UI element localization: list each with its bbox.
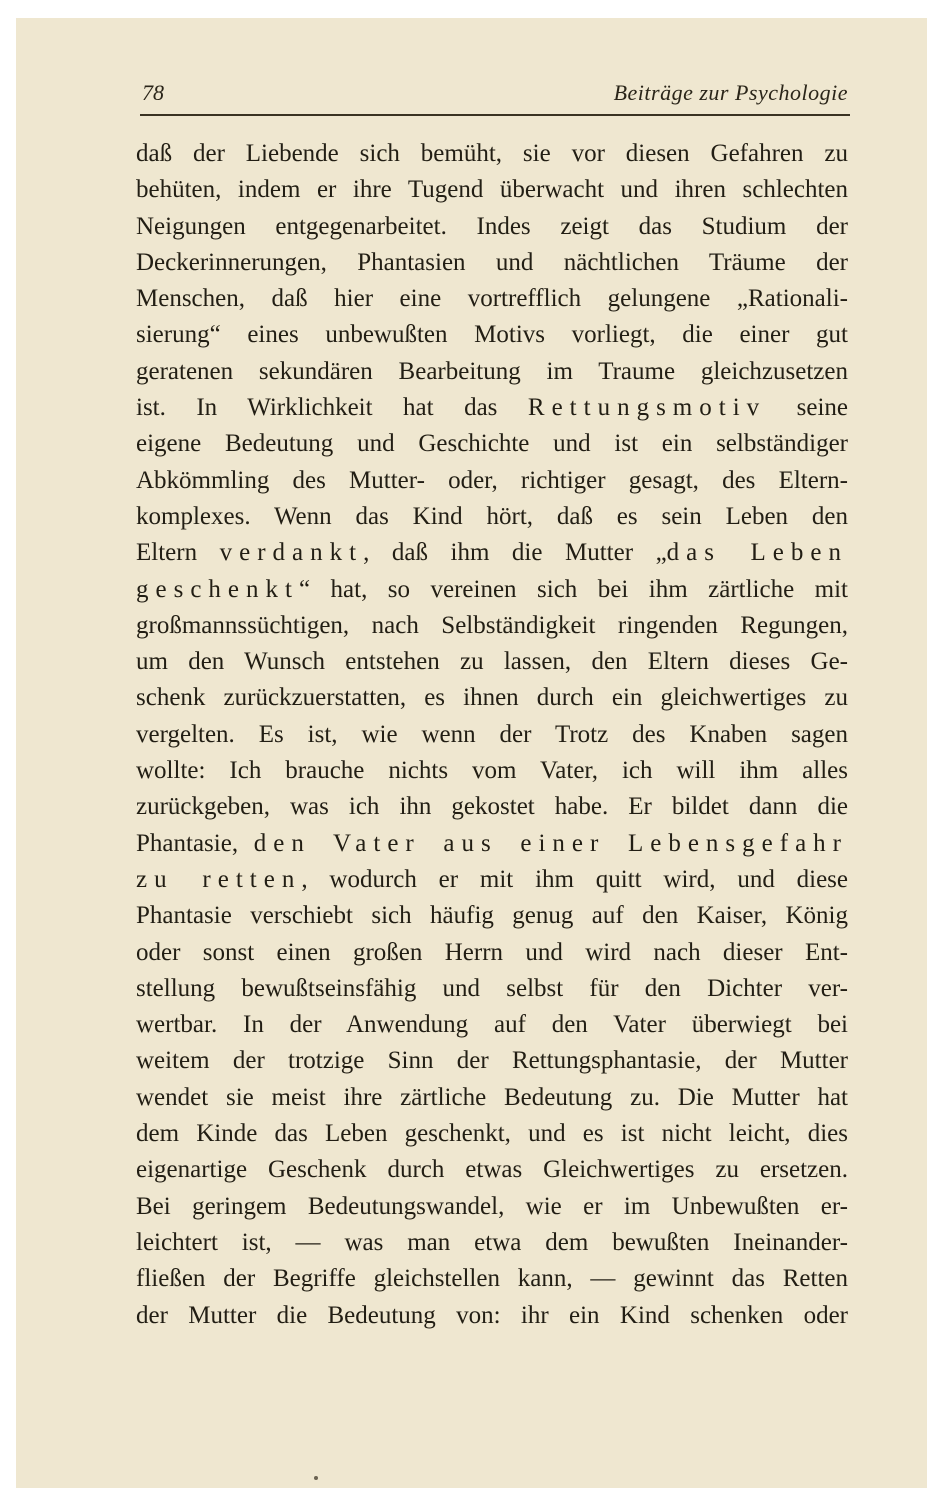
text-line <box>136 753 848 789</box>
text-line <box>136 971 848 1007</box>
text-line <box>136 209 848 245</box>
text-line <box>136 535 848 571</box>
text-segment: zurückgeben, was ich ihn gekostet habe. Er bildet dann die <box>136 793 848 821</box>
text-line <box>136 608 848 644</box>
text-segment: Eltern <box>136 539 220 567</box>
text-line <box>136 717 848 753</box>
body-text <box>136 136 848 1334</box>
text-line <box>136 1116 848 1152</box>
spaced-emphasis: den Vater aus einer Lebensgefahr <box>253 829 848 857</box>
spaced-emphasis: Rettungsmotiv <box>527 394 767 422</box>
text-line <box>136 1007 848 1043</box>
text-segment: behüten, indem er ihre Tugend überwacht und ihren schlechten <box>136 176 848 204</box>
text-line <box>136 281 848 317</box>
text-segment: Abkömmling des Mutter- oder, richtiger gesagt, des Eltern- <box>136 466 848 494</box>
text-segment: “ hat, so vereinen sich bei ihm zärtliche mit <box>298 575 848 603</box>
page-header <box>142 80 848 110</box>
text-line <box>136 390 848 426</box>
text-segment: eigenartige Geschenk durch etwas Gleichwertiges zu ersetzen. <box>136 1156 848 1184</box>
text-segment: eigene Bedeutung und Geschichte und ist ein selbständiger <box>136 430 848 458</box>
text-line <box>136 1261 848 1297</box>
text-segment: Menschen, daß hier eine vortrefflich gelungene „Rationali- <box>136 285 848 313</box>
text-segment: komplexes. Wenn das Kind hört, daß es sein Leben den <box>136 502 848 530</box>
text-segment: wollte: Ich brauche nichts vom Vater, ich will ihm alles <box>136 757 848 785</box>
text-segment: großmannssüchtigen, nach Selbständigkeit ringenden Regungen, <box>136 611 848 639</box>
text-line <box>136 172 848 208</box>
text-line <box>136 935 848 971</box>
text-segment: oder sonst einen großen Herrn und wird nach dieser Ent- <box>136 938 848 966</box>
text-segment: Neigungen entgegenarbeitet. Indes zeigt das Studium der <box>136 212 848 240</box>
text-line <box>136 463 848 499</box>
text-segment: wendet sie meist ihre zärtliche Bedeutung zu. Die Mutter hat <box>136 1083 848 1111</box>
header-rule <box>140 114 850 116</box>
text-segment: weitem der trotzige Sinn der Rettungsphantasie, der Mutter <box>136 1047 848 1075</box>
text-line <box>136 644 848 680</box>
text-segment: daß der Liebende sich bemüht, sie vor diesen Gefahren zu <box>136 140 848 167</box>
text-segment: geratenen sekundären Bearbeitung im Traume gleichzusetzen <box>136 357 848 385</box>
print-speck <box>314 1476 318 1480</box>
spaced-emphasis: geschenkt <box>136 575 299 603</box>
text-line <box>136 789 848 825</box>
text-line <box>136 898 848 934</box>
text-line <box>136 1298 848 1334</box>
text-segment: dem Kinde das Leben geschenkt, und es ist nicht leicht, dies <box>136 1120 848 1148</box>
text-segment: wertbar. In der Anwendung auf den Vater überwiegt bei <box>136 1011 848 1039</box>
text-segment: Deckerinnerungen, Phantasien und nächtlichen Träume der <box>136 248 848 276</box>
text-segment: schenk zurückzuerstatten, es ihnen durch ein gleichwertiges zu <box>136 684 848 712</box>
text-line <box>136 426 848 462</box>
text-line <box>136 317 848 353</box>
text-line <box>136 1189 848 1225</box>
text-line <box>136 354 848 390</box>
text-segment: Bei geringem Bedeutungswandel, wie er im Unbewußten er- <box>136 1192 848 1220</box>
text-line <box>136 680 848 716</box>
text-line <box>136 572 848 608</box>
text-segment: Phantasie, <box>136 829 254 857</box>
spaced-emphasis: zu retten <box>136 865 302 893</box>
text-segment: vergelten. Es ist, wie wenn der Trotz des Knaben sagen <box>136 720 848 748</box>
book-page <box>16 18 927 1488</box>
text-segment: Phantasie verschiebt sich häufig genug auf den Kaiser, König <box>136 902 848 930</box>
text-line <box>136 245 848 281</box>
text-line <box>136 1043 848 1079</box>
text-line <box>136 862 848 898</box>
text-line <box>136 1225 848 1261</box>
page-number: 78 <box>142 80 164 105</box>
text-segment: seine <box>766 394 848 422</box>
text-segment: stellung bewußtseinsfähig und selbst für den Dichter ver- <box>136 974 848 1002</box>
text-segment: sierung“ eines unbewußten Motivs vorliegt, die einer gut <box>136 321 848 349</box>
text-line <box>136 1152 848 1188</box>
spaced-emphasis: das Leben <box>666 539 848 567</box>
text-line <box>136 826 848 862</box>
text-line <box>136 136 848 172</box>
text-segment: um den Wunsch entstehen zu lassen, den Eltern dieses Ge- <box>136 648 848 676</box>
spaced-emphasis: verdankt <box>219 539 364 567</box>
text-segment: , daß ihm die Mutter „ <box>363 539 667 567</box>
text-segment: ist. In Wirklichkeit hat das <box>136 394 528 422</box>
running-title: Beiträge zur Psychologie <box>613 80 848 105</box>
text-segment: fließen der Begriffe gleichstellen kann, — gewinnt das Retten <box>136 1265 848 1293</box>
text-segment: der Mutter die Bedeutung von: ihr ein Kind schenken oder <box>136 1301 848 1329</box>
text-line <box>136 499 848 535</box>
text-segment: , wodurch er mit ihm quitt wird, und diese <box>301 865 848 893</box>
text-line <box>136 1080 848 1116</box>
text-segment: leichtert ist, — was man etwa dem bewußten Ineinander- <box>136 1228 848 1256</box>
